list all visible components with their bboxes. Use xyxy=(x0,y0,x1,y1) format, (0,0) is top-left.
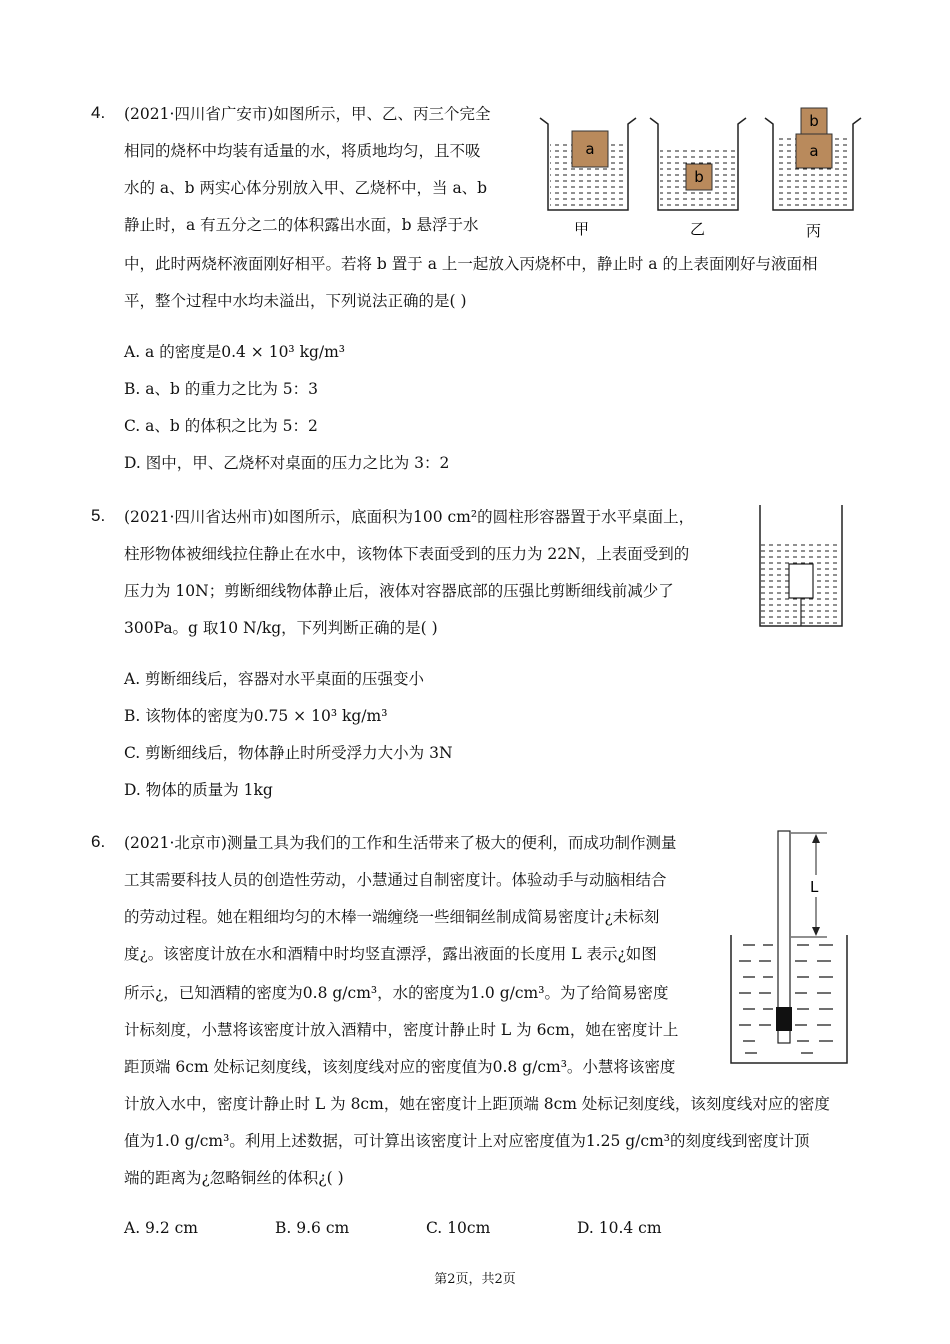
page-footer: 第2页，共2页 xyxy=(434,1272,516,1287)
label-jia: 甲 xyxy=(574,220,590,238)
option-a: A. a 的密度是0.4 × 10³ kg/m³ xyxy=(124,343,346,361)
option-a: A. 9.2 cm xyxy=(124,1219,199,1237)
option-d: D. 物体的质量为 1kg xyxy=(124,781,273,799)
question-text-line: 300Pa。g 取10 N/kg，下列判断正确的是( ) xyxy=(124,619,438,637)
question-number: 4. xyxy=(91,103,106,122)
beakers-figure xyxy=(530,100,865,245)
option-a: A. 剪断细线后，容器对水平桌面的压强变小 xyxy=(124,670,425,688)
label-bing: 丙 xyxy=(806,222,822,240)
block-a-label: a xyxy=(585,140,595,158)
question-text-line: 值为1.0 g/cm³。利用上述数据，可计算出该密度计上对应密度值为1.25 g/cm³的刻度线到密度计顶 xyxy=(124,1132,810,1150)
question-text-line: 端的距离为¿忽略铜丝的体积¿( ) xyxy=(124,1169,344,1187)
beaker-yi xyxy=(650,118,746,238)
option-b: B. 该物体的密度为0.75 × 10³ kg/m³ xyxy=(124,707,388,725)
option-d: D. 10.4 cm xyxy=(577,1219,662,1237)
question-text-line: 柱形物体被细线拉住静止在水中，该物体下表面受到的压力为 22N，上表面受到的 xyxy=(124,545,690,563)
option-c: C. a、b 的体积之比为 5：2 xyxy=(124,417,318,435)
option-b: B. a、b 的重力之比为 5：3 xyxy=(124,380,318,398)
question-text-line: (2021·北京市)测量工具为我们的工作和生活带来了极大的便利，而成功制作测量 xyxy=(124,834,677,852)
beaker-bing xyxy=(765,108,861,240)
container-figure xyxy=(752,500,852,635)
question-text-line: 中，此时两烧杯液面刚好相平。若将 b 置于 a 上一起放入丙烧杯中，静止时 a 的上表面刚好与液面相 xyxy=(124,255,818,273)
option-c: C. 剪断细线后，物体静止时所受浮力大小为 3N xyxy=(124,744,453,762)
question-text-line: 平，整个过程中水均未溢出，下列说法正确的是( ) xyxy=(124,292,467,310)
hydrometer-figure xyxy=(725,825,855,1070)
question-text-line: (2021·四川省广安市)如图所示，甲、乙、丙三个完全 xyxy=(124,105,491,123)
block-b-label: b xyxy=(694,168,704,186)
option-c: C. 10cm xyxy=(426,1219,491,1237)
question-text-line: 所示¿，已知酒精的密度为0.8 g/cm³，水的密度为1.0 g/cm³。为了给简易密度 xyxy=(124,984,669,1002)
question-text-line: 相同的烧杯中均装有适量的水，将质地均匀，且不吸 xyxy=(124,142,481,160)
question-text-line: 计标刻度，小慧将该密度计放入酒精中，密度计静止时 L 为 6cm，她在密度计上 xyxy=(124,1021,679,1039)
option-b: B. 9.6 cm xyxy=(275,1219,350,1237)
question-number: 5. xyxy=(91,506,106,525)
question-text-line: 压力为 10N；剪断细线物体静止后，液体对容器底部的压强比剪断细线前减少了 xyxy=(124,582,674,600)
question-text-line: 工其需要科技人员的创造性劳动，小慧通过自制密度计。体验动手与动脑相结合 xyxy=(124,871,667,889)
question-text-line: 度¿。该密度计放在水和酒精中时均竖直漂浮，露出液面的长度用 L 表示¿如图 xyxy=(124,945,657,963)
block-a-label: a xyxy=(809,142,819,160)
label-yi: 乙 xyxy=(690,220,706,238)
question-text-line: 的劳动过程。她在粗细均匀的木棒一端缠绕一些细铜丝制成简易密度计¿未标刻 xyxy=(124,908,660,926)
question-text-line: 计放入水中，密度计静止时 L 为 8cm，她在密度计上距顶端 8cm 处标记刻度线，该刻度线对应的密度 xyxy=(124,1095,830,1113)
question-number: 6. xyxy=(91,832,106,851)
question-text-line: 距顶端 6cm 处标记刻度线，该刻度线对应的密度值为0.8 g/cm³。小慧将该密度 xyxy=(124,1058,676,1076)
beaker-jia xyxy=(540,118,636,238)
question-text-line: 水的 a、b 两实心体分别放入甲、乙烧杯中，当 a、b xyxy=(124,179,488,197)
option-d: D. 图中，甲、乙烧杯对桌面的压力之比为 3：2 xyxy=(124,454,450,472)
question-text-line: (2021·四川省达州市)如图所示，底面积为100 cm²的圆柱形容器置于水平桌面上， xyxy=(124,508,695,526)
length-label: L xyxy=(810,878,819,896)
block-b-label: b xyxy=(809,112,819,130)
question-text-line: 静止时，a 有五分之二的体积露出水面，b 悬浮于水 xyxy=(124,216,479,234)
